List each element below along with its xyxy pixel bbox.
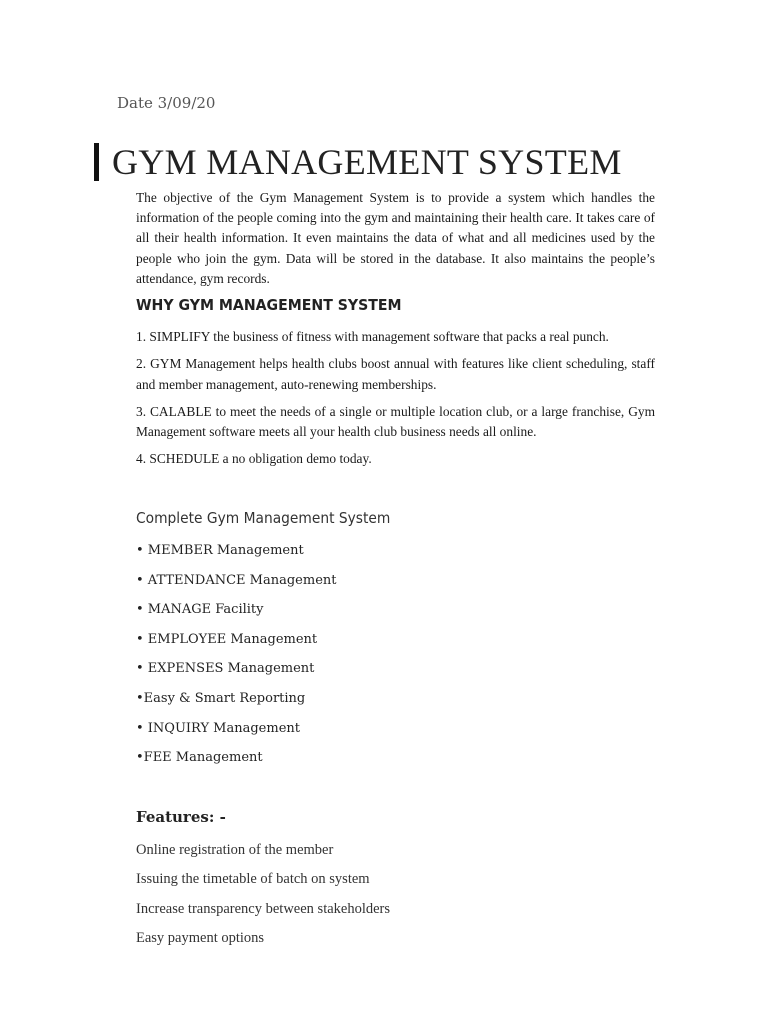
features-list — [136, 840, 390, 957]
feature-item: Increase transparency between stakeholders — [136, 900, 391, 917]
module-item: • INQUIRY Management — [136, 720, 300, 736]
module-item: • MANAGE Facility — [136, 602, 264, 618]
module-item: •FEE Management — [136, 750, 263, 766]
module-item: • EMPLOYEE Management — [136, 631, 318, 647]
page-title: GYM MANAGEMENT SYSTEM — [112, 142, 622, 182]
module-item: • MEMBER Management — [136, 543, 304, 558]
feature-item: Easy payment options — [136, 929, 265, 946]
feature-item: Online registration of the member — [136, 842, 334, 858]
why-list — [136, 327, 655, 477]
complete-system-heading: Complete Gym Management System — [136, 509, 391, 527]
intro-paragraph: The objective of the Gym Management System is to provide a system which handles the information of the people coming into the gym and maintaining their health care. It takes care of all their health information. It even maintains the data of what and all medicines used by the people who join the gym. Data will be stored in the database. It also maintains the people’s attendance, gym records. — [136, 190, 655, 286]
title-accent-bar — [94, 143, 99, 181]
feature-item: Issuing the timetable of batch on system — [136, 871, 370, 888]
modules-list — [136, 541, 337, 778]
module-item: • ATTENDANCE Management — [136, 572, 337, 588]
document-date: Date 3/09/20 — [117, 94, 216, 112]
features-heading: Features: - — [136, 808, 226, 826]
why-point: 3. CALABLE to meet the needs of a single or multiple location club, or a large franchise, Gym Management software meets all your health club business needs all online. — [136, 403, 655, 440]
why-point: 1. SIMPLIFY the business of fitness with management software that packs a real punch. — [136, 329, 609, 344]
why-point: 4. SCHEDULE a no obligation demo today. — [136, 451, 372, 467]
why-heading: WHY GYM MANAGEMENT SYSTEM — [136, 296, 402, 314]
why-point: 2. GYM Management helps health clubs boost annual with features like client scheduling, staff and member management, auto-renewing memberships. — [136, 356, 655, 392]
module-item: • EXPENSES Management — [136, 661, 315, 677]
module-item: •Easy & Smart Reporting — [136, 690, 306, 706]
